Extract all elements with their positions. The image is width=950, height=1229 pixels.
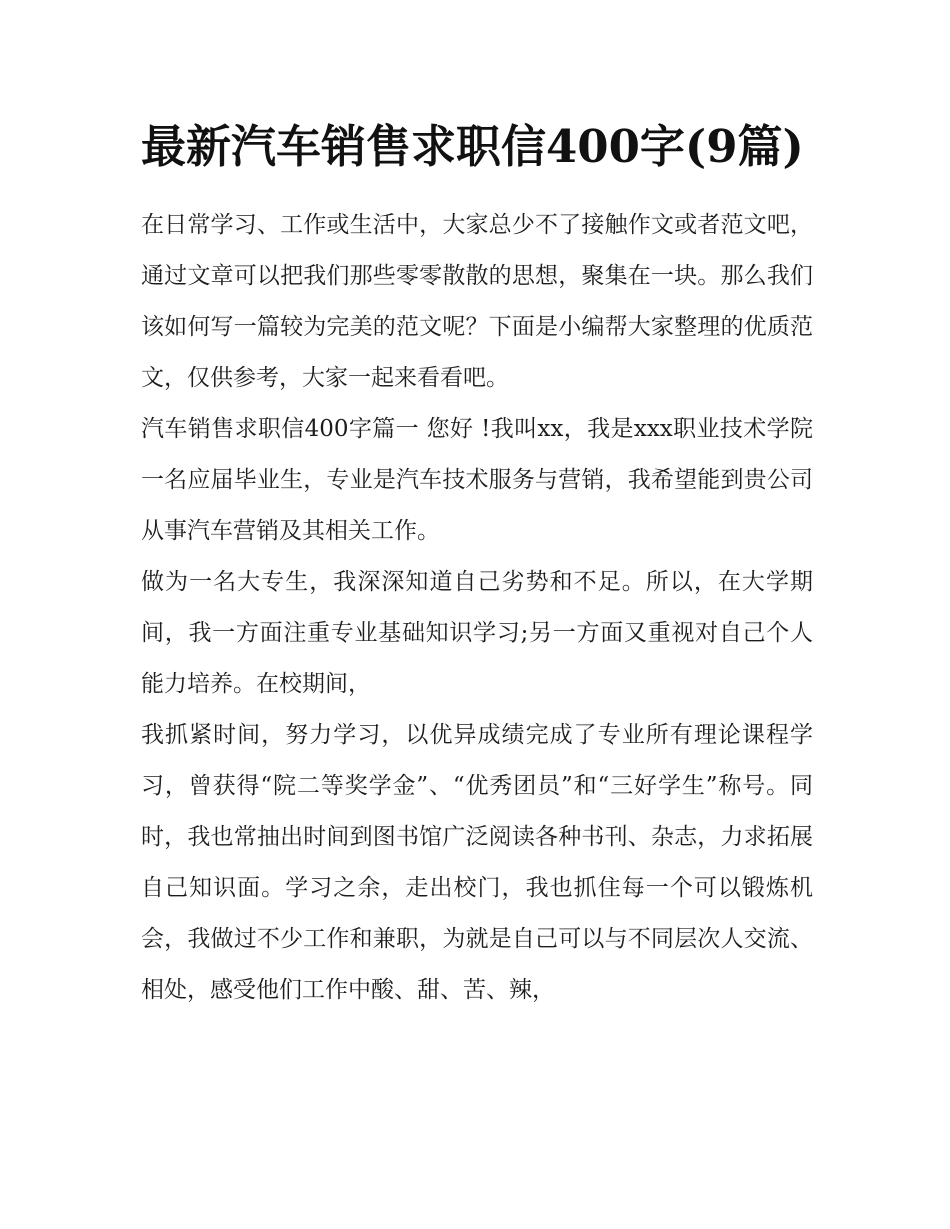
paragraph-intro: 在日常学习、工作或生活中，大家总少不了接触作文或者范文吧，通过文章可以把我们那些零零散散的思想，聚集在一块。那么我们该如何写一篇较为完美的范文呢？下面是小编帮大家整理的优质范文，仅供参考，大家一起来看看吧。 <box>141 212 813 391</box>
document-title: 最新汽车销售求职信400字(9篇) <box>141 120 804 173</box>
document-body <box>141 112 813 1016</box>
paragraph-self-assessment: 做为一名大专生，我深深知道自己劣势和不足。所以，在大学期间，我一方面注重专业基础知识学习;另一方面又重视对自己个人能力培养。在校期间， <box>141 569 813 697</box>
paragraph-achievements: 我抓紧时间，努力学习，以优异成绩完成了专业所有理论课程学习，曾获得“院二等奖学金”、“优秀团员”和“三好学生”称号。同时，我也常抽出时间到图书馆广泛阅读各种书刊、杂志，力求拓展自己知识面。学习之余，走出校门，我也抓住每一个可以锻炼机会，我做过不少工作和兼职，为就是自己可以与不同层次人交流、相处，感受他们工作中酸、甜、苦、辣， <box>141 722 813 1003</box>
paragraph-letter-opening: 汽车销售求职信400字篇一 您好 !我叫xx，我是xxx职业技术学院一名应届毕业生，专业是汽车技术服务与营销，我希望能到贵公司从事汽车营销及其相关工作。 <box>141 416 813 544</box>
